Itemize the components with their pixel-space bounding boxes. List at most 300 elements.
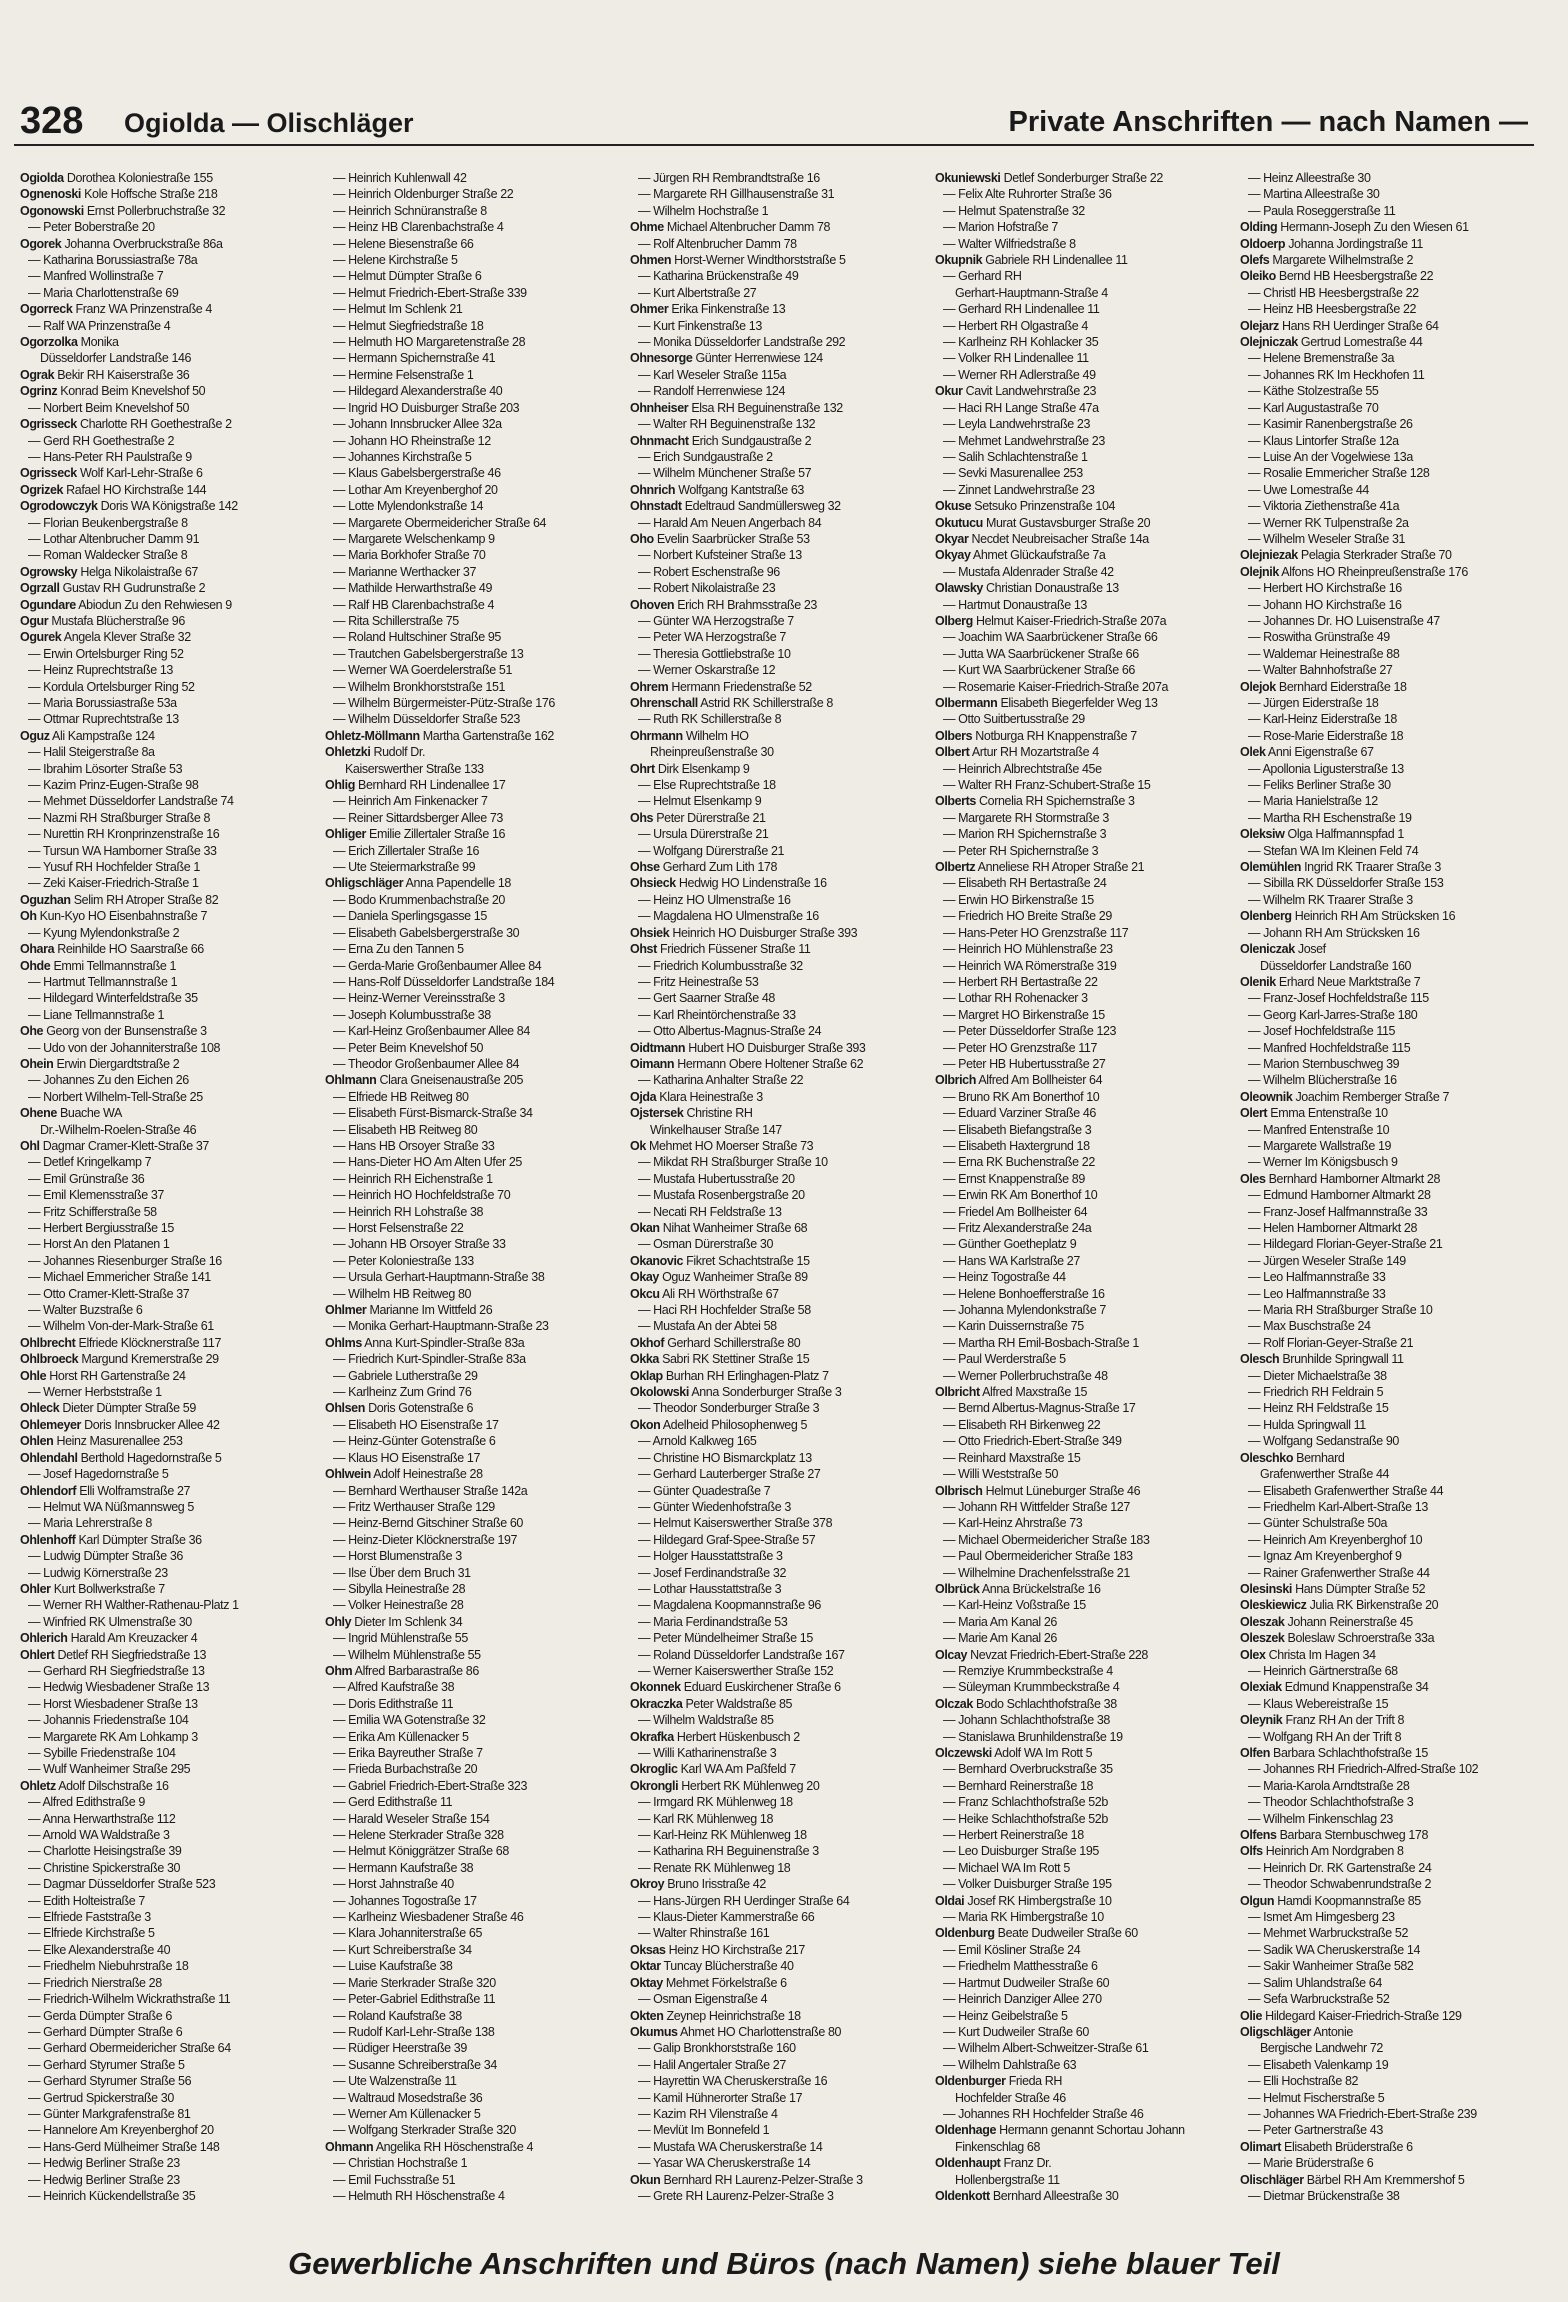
directory-entry	[1240, 219, 1545, 235]
entry-details: — Margarete RK Am Lohkamp 3	[28, 1729, 198, 1744]
entry-details: — Erika Am Küllenacker 5	[333, 1729, 469, 1744]
entry-surname: Okhof	[630, 1335, 665, 1350]
entry-surname: Ohst	[630, 942, 657, 957]
entry-details: — Erna RK Buchenstraße 22	[943, 1155, 1095, 1170]
entry-details: — Wilhelm Dahlstraße 63	[943, 2057, 1077, 2072]
entry-details: — Peter Mündelheimer Straße 15	[638, 1631, 813, 1646]
directory-entry	[1240, 170, 1545, 186]
entry-details: — Johann HB Orsoyer Straße 33	[333, 1237, 506, 1252]
entry-details: Helga Nikolaistraße 67	[80, 564, 198, 579]
directory-entry	[20, 1827, 325, 1843]
directory-entry	[630, 1991, 935, 2007]
entry-details: — Dagmar Düsseldorfer Straße 523	[28, 1877, 216, 1892]
entry-details: — Sibilla RK Düsseldorfer Straße 153	[1248, 876, 1444, 891]
entry-details: — Michael WA Im Rott 5	[943, 1860, 1070, 1875]
entry-details: — Norbert Wilhelm-Tell-Straße 25	[28, 1089, 203, 1104]
directory-entry	[935, 629, 1240, 645]
directory-entry	[20, 2139, 325, 2155]
directory-entry	[20, 1220, 325, 1236]
directory-entry	[20, 515, 325, 531]
entry-details: Johann Reinerstraße 45	[1287, 1614, 1413, 1629]
entry-details: Detlef RH Siegfriedstraße 13	[57, 1647, 207, 1662]
directory-entry	[1240, 2057, 1545, 2073]
entry-details: — Bernhard Reinerstraße 18	[943, 1778, 1094, 1793]
entry-surname: Olfen	[1240, 1746, 1270, 1760]
entry-details: Bodo Schlachthofstraße 38	[975, 1696, 1117, 1711]
directory-entry	[1240, 892, 1545, 908]
directory-entry	[1240, 1515, 1545, 1531]
directory-entry	[630, 990, 935, 1006]
entry-details: — Bernd Albertus-Magnus-Straße 17	[943, 1401, 1136, 1416]
entry-details: — Felix Alte Ruhrorter Straße 36	[943, 187, 1112, 202]
entry-details: — Günter Markgrafenstraße 81	[28, 2106, 191, 2121]
directory-entry	[20, 2073, 325, 2089]
directory-entry	[1240, 662, 1545, 678]
directory-entry	[325, 1925, 630, 1941]
entry-surname: Olbricht	[935, 1385, 980, 1400]
entry-surname: Okrongli	[630, 1778, 679, 1793]
entry-details: Pelagia Sterkrader Straße 70	[1300, 548, 1452, 563]
directory-entry	[935, 1827, 1240, 1843]
entry-details: Elsa RH Beguinenstraße 132	[691, 400, 843, 415]
directory-entry	[935, 2172, 1240, 2188]
entry-details: — Kurt Schreiberstraße 34	[333, 1942, 472, 1957]
directory-entry	[630, 2090, 935, 2106]
directory-entry	[20, 2172, 325, 2188]
entry-details: — Rosalie Emmericher Straße 128	[1248, 466, 1430, 481]
entry-details: — Volker RH Lindenallee 11	[943, 351, 1089, 366]
entry-surname: Olbrich	[935, 1073, 976, 1088]
entry-details: — Herbert Bergiusstraße 15	[28, 1221, 174, 1235]
directory-column-3	[630, 170, 935, 2210]
entry-details: — Heinz Alleestraße 30	[1248, 171, 1371, 185]
directory-entry	[1240, 465, 1545, 481]
directory-entry	[935, 334, 1240, 350]
entry-details: — Bernhard Werthauser Straße 142a	[333, 1483, 528, 1498]
entry-details: — Reinhard Maxstraße 15	[943, 1450, 1081, 1465]
directory-entry	[1240, 1729, 1545, 1745]
directory-entry	[20, 1236, 325, 1252]
directory-entry	[20, 334, 325, 350]
directory-entry	[20, 1876, 325, 1892]
directory-entry	[325, 990, 630, 1006]
entry-details: — Ibrahim Lösorter Straße 53	[28, 761, 183, 776]
entry-surname: Okroy	[630, 1877, 665, 1892]
entry-details: — Helmut Spatenstraße 32	[943, 203, 1085, 218]
directory-entry	[1240, 1876, 1545, 1892]
entry-details: — Klaus Lintorfer Straße 12a	[1248, 433, 1399, 448]
directory-entry	[1240, 843, 1545, 859]
entry-details: Bernd HB Heesbergstraße 22	[1278, 269, 1434, 284]
entry-details: — Maria Charlottenstraße 69	[28, 285, 179, 300]
directory-entry	[325, 1565, 630, 1581]
entry-details: — Lothar Am Kreyenberghof 20	[333, 482, 498, 497]
entry-details: — Walter RH Franz-Schubert-Straße 15	[943, 778, 1151, 793]
entry-details: Kole Hoffsche Straße 218	[84, 187, 218, 202]
entry-surname: Olberts	[935, 794, 976, 809]
entry-details: — Margret HO Birkenstraße 15	[943, 1007, 1105, 1022]
entry-details: — Max Buschstraße 24	[1248, 1319, 1371, 1334]
directory-entry	[20, 1597, 325, 1613]
entry-details: — Marion Hofstraße 7	[943, 220, 1058, 235]
entry-surname: Ohlsen	[325, 1401, 365, 1416]
entry-details: — Erwin Ortelsburger Ring 52	[28, 646, 184, 661]
entry-details: — Johann Innsbrucker Allee 32a	[333, 417, 502, 432]
entry-surname: Oidtmann	[630, 1040, 686, 1055]
directory-entry	[1240, 826, 1545, 842]
entry-details: Hermann Obere Holtener Straße 62	[677, 1056, 864, 1071]
entry-details: — Willi Weststraße 50	[943, 1467, 1059, 1482]
directory-entry	[1240, 613, 1545, 629]
directory-entry	[935, 383, 1240, 399]
directory-entry	[325, 2090, 630, 2106]
entry-details: — Hildegard Graf-Spee-Straße 57	[638, 1532, 816, 1547]
directory-entry	[325, 826, 630, 842]
directory-entry	[325, 958, 630, 974]
entry-details: — Franz-Josef Halfmannstraße 33	[1248, 1204, 1428, 1219]
entry-details: Heinz Masurenallee 253	[56, 1434, 183, 1449]
entry-surname: Ohs	[630, 810, 654, 825]
directory-entry	[1240, 793, 1545, 809]
entry-details: — Helen Hamborner Altmarkt 28	[1248, 1221, 1418, 1235]
directory-entry	[630, 1351, 935, 1367]
entry-details: Alfred Am Bollheister 64	[978, 1073, 1103, 1088]
directory-entry	[1240, 1712, 1545, 1728]
directory-entry	[20, 1515, 325, 1531]
directory-entry	[935, 1696, 1240, 1712]
entry-details: — Helmut Dümpter Straße 6	[333, 269, 482, 284]
entry-details: — Wilhelm Hochstraße 1	[638, 203, 769, 218]
directory-entry	[1240, 1368, 1545, 1384]
entry-details: Dirk Elsenkamp 9	[657, 761, 750, 776]
entry-details: — Gerhard RH Lindenallee 11	[943, 302, 1100, 317]
directory-entry	[325, 1023, 630, 1039]
directory-entry	[630, 1712, 935, 1728]
entry-details: Gustav RH Gudrunstraße 2	[62, 581, 206, 596]
entry-details: — Ralf HB Clarenbachstraße 4	[333, 597, 495, 612]
entry-details: — Emilia WA Gotenstraße 32	[333, 1713, 486, 1728]
directory-entry	[630, 285, 935, 301]
entry-details: Ahmet HO Charlottenstraße 80	[680, 2024, 842, 2039]
entry-surname: Olczewski	[935, 1746, 992, 1760]
entry-details: Hubert HO Duisburger Straße 393	[688, 1040, 866, 1055]
entry-surname: Ohlendahl	[20, 1450, 78, 1465]
directory-entry	[935, 1548, 1240, 1564]
directory-entry	[325, 859, 630, 875]
entry-details: — Else Ruprechtstraße 18	[638, 778, 776, 793]
entry-details: — Josef Hochfeldstraße 115	[1248, 1024, 1396, 1039]
directory-entry	[1240, 1532, 1545, 1548]
entry-details: — Mustafa WA Cheruskerstraße 14	[638, 2139, 823, 2154]
directory-entry	[1240, 1450, 1545, 1466]
entry-details: — Ottmar Ruprechtstraße 13	[28, 712, 179, 727]
entry-details: — Karlheinz RH Kohlacker 35	[943, 335, 1099, 350]
entry-details: — Heinrich Albrechtstraße 45e	[943, 761, 1102, 776]
entry-details: — Johann RH Wittfelder Straße 127	[943, 1499, 1130, 1514]
directory-columns	[20, 170, 1545, 2210]
directory-entry	[325, 1811, 630, 1827]
directory-entry	[325, 236, 630, 252]
directory-entry	[325, 1679, 630, 1695]
entry-surname: Ohene	[20, 1106, 57, 1121]
entry-details: Christa Im Hagen 34	[1268, 1647, 1376, 1662]
entry-details: — Bernhard Overbruckstraße 35	[943, 1762, 1113, 1777]
directory-entry	[325, 2106, 630, 2122]
entry-details: — Alfred Edithstraße 9	[28, 1795, 145, 1810]
entry-details: — Maria Ferdinandstraße 53	[638, 1614, 788, 1629]
entry-details: Gabriele RH Lindenallee 11	[985, 253, 1128, 268]
entry-details: — Werner WA Goerdelerstraße 51	[333, 663, 513, 678]
entry-surname: Ohrem	[630, 679, 669, 694]
entry-surname: Okan	[630, 1221, 660, 1235]
entry-surname: Okon	[630, 1417, 661, 1432]
entry-details: — Zeki Kaiser-Friedrich-Straße 1	[28, 876, 199, 891]
directory-entry	[20, 564, 325, 580]
entry-details: — Haci RH Hochfelder Straße 58	[638, 1303, 811, 1318]
directory-entry	[325, 1761, 630, 1777]
entry-details: — Ute Walzenstraße 11	[333, 2074, 457, 2089]
directory-entry	[325, 875, 630, 891]
directory-entry	[630, 498, 935, 514]
entry-details: Karl Dümpter Straße 36	[78, 1532, 202, 1547]
directory-entry	[325, 531, 630, 547]
directory-entry	[325, 777, 630, 793]
directory-entry	[935, 531, 1240, 547]
entry-surname: Ohlerich	[20, 1631, 68, 1646]
entry-details: — Johannes Dr. HO Luisenstraße 47	[1248, 613, 1440, 628]
directory-entry	[630, 1860, 935, 1876]
directory-entry	[630, 1679, 935, 1695]
directory-entry	[630, 1647, 935, 1663]
entry-details: — Johannes RK Im Heckhofen 11	[1248, 367, 1425, 382]
entry-details: Adelheid Philosophenweg 5	[662, 1417, 808, 1432]
entry-details: — Leo Halfmannstraße 33	[1248, 1270, 1386, 1285]
entry-details: — Heinz Geibelstraße 5	[943, 2008, 1068, 2023]
entry-details: — Sakir Wanheimer Straße 582	[1248, 1959, 1414, 1974]
directory-entry	[325, 613, 630, 629]
entry-details: — Gerhard Styrumer Straße 5	[28, 2057, 185, 2072]
entry-details: — Sibylla Heinestraße 28	[333, 1581, 466, 1596]
entry-surname: Oho	[630, 531, 654, 546]
entry-surname: Olbrisch	[935, 1483, 983, 1498]
entry-details: — Johannes Kirchstraße 5	[333, 449, 472, 464]
entry-details: Dieter Im Schlenk 34	[354, 1614, 463, 1629]
entry-surname: Oleownik	[1240, 1089, 1293, 1104]
directory-entry	[20, 1565, 325, 1581]
directory-entry	[20, 761, 325, 777]
entry-details: — Gerhard RH Siegfriedstraße 13	[28, 1663, 205, 1678]
directory-entry	[1240, 859, 1545, 875]
entry-details: — Karin Duissernstraße 75	[943, 1319, 1084, 1334]
entry-details: Elisabeth Brüderstraße 6	[1284, 2139, 1413, 2154]
directory-entry	[325, 285, 630, 301]
entry-details: — Hans-Peter HO Grenzstraße 117	[943, 925, 1129, 940]
entry-details: — Mehmet Warbruckstraße 52	[1248, 1926, 1409, 1941]
directory-entry	[20, 1253, 325, 1269]
entry-surname: Ogorreck	[20, 302, 73, 317]
entry-details: — Maria RK Himbergstraße 10	[943, 1910, 1104, 1925]
directory-entry	[935, 1925, 1240, 1941]
entry-details: — Dietmar Brückenstraße 38	[1248, 2188, 1400, 2203]
entry-details: — Wolfgang RH An der Trift 8	[1248, 1729, 1402, 1744]
entry-details: — Kurt Albertstraße 27	[638, 285, 757, 300]
directory-entry	[935, 1368, 1240, 1384]
entry-details: — Hedwig Berliner Straße 23	[28, 2172, 180, 2187]
entry-details: Doris Innsbrucker Allee 42	[84, 1417, 220, 1432]
directory-entry	[630, 465, 935, 481]
entry-surname: Ogrizek	[20, 482, 64, 497]
entry-surname: Oguzhan	[20, 892, 71, 907]
entry-surname: Ohle	[20, 1368, 47, 1383]
entry-details: — Helmut Kaiserswerther Straße 378	[638, 1516, 833, 1531]
entry-details: — Mikdat RH Straßburger Straße 10	[638, 1155, 828, 1170]
directory-entry	[325, 1318, 630, 1334]
entry-details: — Elfriede Faststraße 3	[28, 1910, 151, 1925]
directory-entry	[935, 1318, 1240, 1334]
entry-details: Edeltraud Sandmüllersweg 32	[684, 499, 841, 514]
entry-details: Rudolf Dr.	[373, 745, 426, 760]
page-number: 328	[20, 100, 84, 142]
directory-entry	[325, 1942, 630, 1958]
entry-details: — Holger Hausstattstraße 3	[638, 1549, 783, 1564]
entry-details: — Gerhard Obermeidericher Straße 64	[28, 2041, 231, 2056]
entry-surname: Oleynik	[1240, 1713, 1283, 1728]
entry-details: — Ingrid Mühlenstraße 55	[333, 1631, 468, 1646]
entry-details: — Volker Heinestraße 28	[333, 1598, 464, 1613]
entry-details: — Katharina RH Beguinenstraße 3	[638, 1844, 819, 1859]
directory-entry	[20, 2090, 325, 2106]
entry-details: — Rolf Florian-Geyer-Straße 21	[1248, 1335, 1414, 1350]
directory-entry	[20, 1269, 325, 1285]
directory-entry	[630, 859, 935, 875]
entry-details: — Karl RK Mühlenweg 18	[638, 1811, 774, 1826]
entry-details: — Remziye Krummbeckstraße 4	[943, 1663, 1113, 1678]
entry-details: — Friedrich Kurt-Spindler-Straße 83a	[333, 1352, 526, 1367]
directory-entry	[1240, 2040, 1545, 2056]
directory-entry	[20, 859, 325, 875]
entry-details: — Maria-Karola Arndtstraße 28	[1248, 1778, 1410, 1793]
entry-details: — Wulf Wanheimer Straße 295	[28, 1762, 191, 1777]
directory-entry	[630, 268, 935, 284]
entry-details: — Fritz Schifferstraße 58	[28, 1204, 157, 1219]
directory-entry	[935, 1597, 1240, 1613]
directory-entry	[20, 1040, 325, 1056]
directory-entry	[20, 1548, 325, 1564]
entry-surname: Ohlert	[20, 1647, 55, 1662]
entry-details: — Heinrich RH Eichenstraße 1	[333, 1171, 493, 1186]
entry-details: Helmut Kaiser-Friedrich-Straße 207a	[975, 613, 1167, 628]
directory-entry	[20, 843, 325, 859]
entry-details: — Heinrich HO Mühlenstraße 23	[943, 942, 1113, 957]
entry-details: — Hayrettin WA Cheruskerstraße 16	[638, 2074, 828, 2089]
entry-details: — Klaus Gabelsbergerstraße 46	[333, 466, 501, 481]
directory-entry	[20, 1138, 325, 1154]
entry-details: — Friedrich HO Breite Straße 29	[943, 909, 1112, 924]
entry-details: Gertrud Lomestraße 44	[1300, 335, 1423, 350]
entry-surname: Ohein	[20, 1056, 54, 1071]
entry-details: Erich Sundgaustraße 2	[691, 433, 812, 448]
directory-entry	[935, 1302, 1240, 1318]
entry-details: Franz Dr.	[1003, 2156, 1052, 2171]
entry-details: — Leyla Landwehrstraße 23	[943, 417, 1091, 432]
directory-entry	[20, 613, 325, 629]
directory-entry	[325, 367, 630, 383]
entry-details: Elli Wolframstraße 27	[79, 1483, 191, 1498]
directory-entry	[20, 1335, 325, 1351]
entry-details: — Heinrich Schnüranstraße 8	[333, 203, 487, 218]
directory-entry	[20, 1384, 325, 1400]
directory-entry	[325, 301, 630, 317]
directory-entry	[1240, 1761, 1545, 1777]
entry-details: — Rainer Grafenwerther Straße 44	[1248, 1565, 1430, 1580]
directory-entry	[630, 580, 935, 596]
entry-details: — Heinz-Günter Gotenstraße 6	[333, 1434, 496, 1449]
directory-entry	[935, 1023, 1240, 1039]
entry-details: — Ingrid HO Duisburger Straße 203	[333, 400, 520, 415]
directory-entry	[935, 1975, 1240, 1991]
directory-entry	[935, 793, 1240, 809]
entry-details: — Maria Lehrerstraße 8	[28, 1516, 152, 1531]
directory-entry	[935, 646, 1240, 662]
entry-details: — Monika Düsseldorfer Landstraße 292	[638, 335, 846, 350]
directory-entry	[630, 1630, 935, 1646]
entry-surname: Oldenburger	[935, 2074, 1006, 2089]
entry-details: — Horst An den Platanen 1	[28, 1237, 170, 1252]
directory-entry	[325, 892, 630, 908]
entry-surname: Ok	[630, 1138, 646, 1153]
entry-details: — Ruth RK Schillerstraße 8	[638, 712, 782, 727]
directory-entry	[630, 761, 935, 777]
entry-details: — Klaus-Dieter Kammerstraße 66	[638, 1910, 815, 1925]
entry-details: Dagmar Cramer-Klett-Straße 37	[42, 1138, 209, 1153]
entry-details: — Fritz Heinestraße 53	[638, 974, 759, 989]
directory-entry	[325, 1138, 630, 1154]
directory-entry	[935, 1089, 1240, 1105]
entry-surname: Oimann	[630, 1056, 675, 1071]
directory-entry	[325, 1269, 630, 1285]
entry-details: — Christine HO Bismarckplatz 13	[638, 1450, 812, 1465]
entry-surname: Ogrowsky	[20, 564, 78, 579]
directory-entry	[20, 1794, 325, 1810]
directory-entry	[935, 564, 1240, 580]
entry-details: — Trautchen Gabelsbergerstraße 13	[333, 646, 524, 661]
entry-surname: Ohletz	[20, 1778, 56, 1793]
directory-entry	[935, 1351, 1240, 1367]
directory-entry	[20, 711, 325, 727]
entry-details: Cavit Landwehrstraße 23	[965, 384, 1097, 399]
entry-details: — Grete RH Laurenz-Pelzer-Straße 3	[638, 2188, 834, 2203]
entry-details: Doris Gotenstraße 6	[368, 1401, 474, 1416]
directory-entry	[20, 285, 325, 301]
directory-entry	[630, 679, 935, 695]
entry-details: — Karl-Heinz Ahrstraße 73	[943, 1516, 1083, 1531]
entry-details: — Karl-Heinz Eiderstraße 18	[1248, 712, 1397, 727]
entry-details: — Heinz HO Ulmenstraße 16	[638, 892, 791, 907]
entry-details: — Theodor Schlachthofstraße 3	[1248, 1795, 1414, 1810]
entry-details: Winkelhauser Straße 147	[650, 1122, 782, 1137]
entry-details: — Robert Eschenstraße 96	[638, 564, 780, 579]
entry-details: — Johann HO Kirchstraße 16	[1248, 597, 1402, 612]
directory-column-1	[20, 170, 325, 2210]
entry-details: — Zinnet Landwehrstraße 23	[943, 482, 1095, 497]
entry-details: Frieda RH	[1008, 2074, 1063, 2089]
entry-details: Bergische Landwehr 72	[1260, 2041, 1383, 2056]
entry-surname: Ogorzolka	[20, 335, 78, 350]
entry-details: — Walter Buzstraße 6	[28, 1303, 143, 1318]
directory-entry	[630, 646, 935, 662]
entry-surname: Oligschläger	[1240, 2024, 1311, 2039]
entry-surname: Olbertz	[935, 860, 976, 875]
